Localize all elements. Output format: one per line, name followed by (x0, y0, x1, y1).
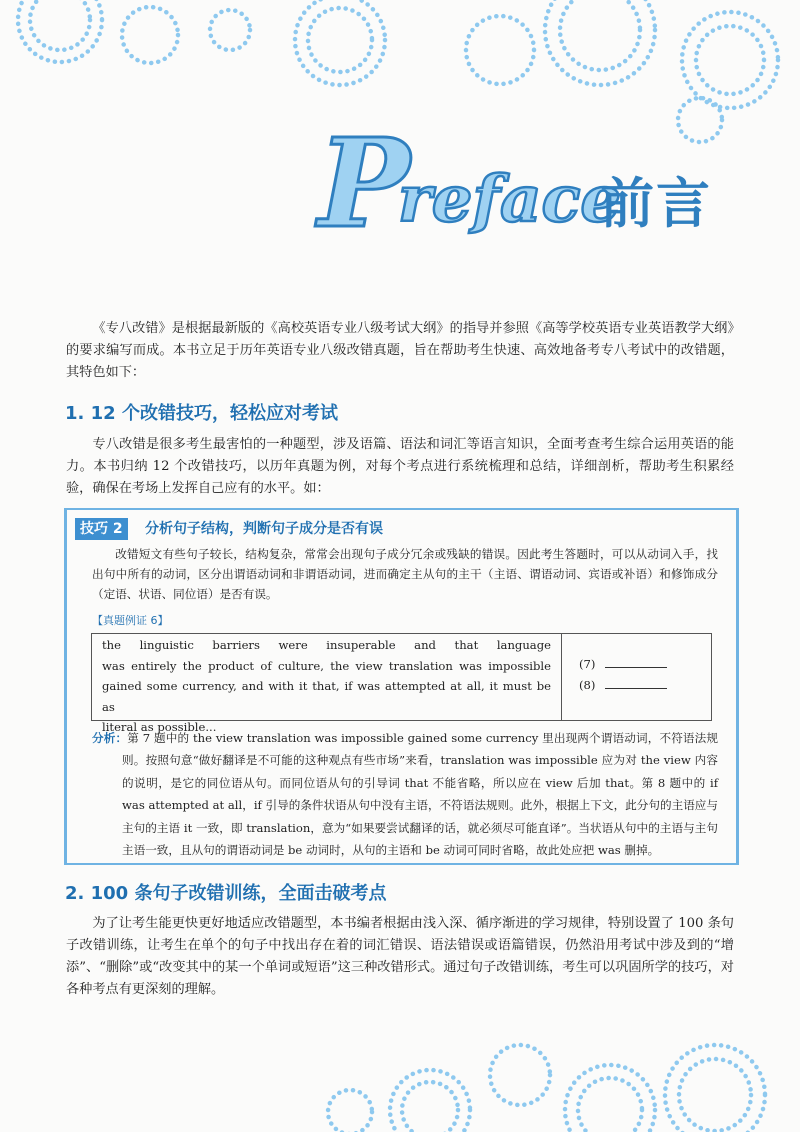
section-1-heading: 1. 12 个改错技巧，轻松应对考试 (65, 403, 338, 424)
intro-paragraph: 《专八改错》是根据最新版的《高校英语专业八级考试大纲》的指导并参照《高等学校英语专业英语教学大纲》的要求编写而成。本书立足于历年英语专业八级改错真题，旨在帮助考生快速、高效地备考专八考试中的改错题，其特色如下： (66, 321, 734, 380)
answer-column (562, 634, 711, 720)
analysis-label: 分析： (92, 731, 128, 745)
title-big-letter: P (318, 111, 410, 255)
title-english: reface (398, 162, 622, 237)
example-text (92, 634, 562, 734)
tip-body: 改错短文有些句子较长，结构复杂，常常会出现句子成分冗余或残缺的错误。因此考生答题时，可以从动词入手，找出句中所有的动词，区分出谓语动词和非谓语动词，进而确定主从句的主干（主语、谓语动词、宾语或补语）和修饰成分（定语、状语、同位语）是否有误。 (92, 547, 718, 601)
tip-badge: 技巧 2 (75, 518, 128, 540)
title-chinese: 前言 (600, 172, 712, 235)
analysis-text: 第 7 题中的 the view translation was impossible gained some currency 里出现两个谓语动词，不符语法规则。按照句意“做好翻译是不可能的这种观点有些市场”来看，translation was impossible 应为对 the view 内容的说明，是它的同位语从句。而同位语从句的引导词 that 不能省略，所以应在 view 后加 that。第 8 题中的 if was attempted at all，if 引导的条件状语从句中没有主语，不符语法规则。此外，根据上下文，此分句的主语应与主句的主语 it 一致，即 translation，意为“如果要尝试翻译的话，就必须尽可能直译”。当状语从句中的主语与主句主语一致，且从句的谓语动词是 be 动词时，从句的主语和 be 动词可同时省略，故此处应把 was 删掉。 (122, 731, 718, 858)
answer-blank[interactable] (605, 655, 667, 668)
example-table (91, 633, 712, 734)
example-line: the linguistic barriers were insuperable and that language (102, 638, 551, 652)
exam-example-tag: 【真题例证 6】 (92, 614, 169, 627)
analysis-block (92, 727, 718, 861)
answer-blank[interactable] (605, 676, 667, 689)
section-2-heading: 2. 100 条句子改错训练，全面击破考点 (65, 883, 387, 904)
example-line: gained some currency, and with it that, if was attempted at all, it must be as (102, 679, 551, 714)
answer-label: (8) (579, 677, 596, 692)
example-line: was entirely the product of culture, the view translation was impossible (102, 658, 551, 673)
section-2-body: 为了让考生能更快更好地适应改错题型，本书编者根据由浅入深、循序渐进的学习规律，特别设置了 100 条句子改错训练，让考生在单个的句子中找出存在着的词汇错误、语法错误或语篇错误，仍然沿用考试中涉及到的“增添”、“删除”或“改变其中的某一个单词或短语”这三种改错形式。通过句子改错训练，考生可以巩固所学的技巧，对各种考点有更深刻的理解。 (66, 916, 734, 997)
preface-title (318, 111, 758, 255)
example-line: literal as possible... (102, 720, 217, 734)
answer-label: (7) (579, 657, 596, 671)
section-1-body: 专八改错是很多考生最害怕的一种题型，涉及语篇、语法和词汇等语言知识，全面考查考生综合运用英语的能力。本书归纳 12 个改错技巧，以历年真题为例，对每个考点进行系统梳理和总结，详细剖析，帮助考生积累经验，确保在考场上发挥自己应有的水平。如： (66, 437, 734, 496)
tip-title: 分析句子结构，判断句子成分是否有误 (145, 521, 383, 537)
